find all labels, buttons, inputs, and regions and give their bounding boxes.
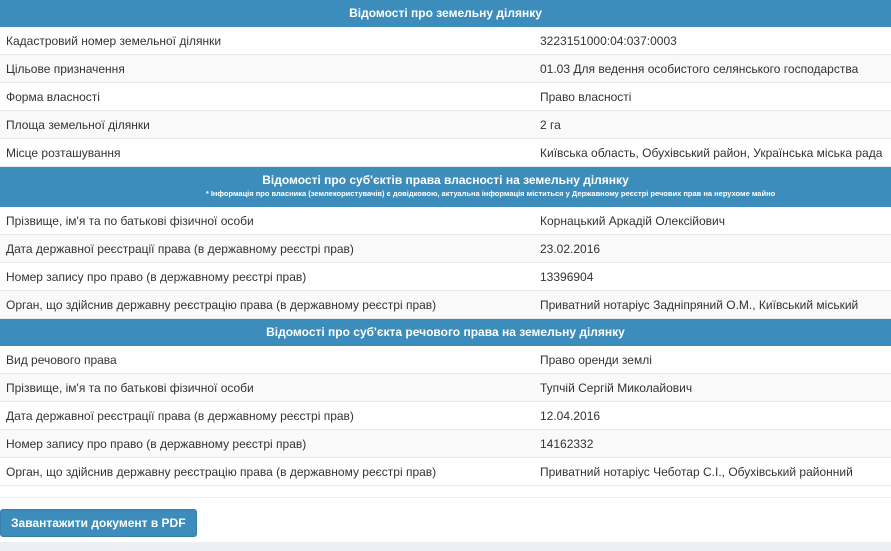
table-row xyxy=(0,27,891,55)
land-plot-header: Відомості про земельну ділянку xyxy=(0,0,891,27)
row-label: Орган, що здійснив державну реєстрацію права (в державному реєстрі прав) xyxy=(6,297,437,312)
table-row xyxy=(0,55,891,83)
row-value: Корнацький Аркадій Олексійович xyxy=(540,213,725,228)
row-value: Тупчій Сергій Миколайович xyxy=(540,380,693,395)
row-label: Цільове призначення xyxy=(6,61,125,76)
row-label: Дата державної реєстрації права (в державному реєстрі прав) xyxy=(6,241,354,256)
row-label: Дата державної реєстрації права (в державному реєстрі прав) xyxy=(6,408,354,423)
rights-header: Відомості про суб'єкта речового права на земельну ділянку xyxy=(0,319,891,346)
row-value: 12.04.2016 xyxy=(540,408,601,423)
rights-section xyxy=(0,319,891,486)
owners-header-title: Відомості про суб'єктів права власності на земельну ділянку xyxy=(262,173,629,187)
row-label: Кадастровий номер земельної ділянки xyxy=(6,33,222,48)
table-row xyxy=(0,291,891,319)
row-value: 13396904 xyxy=(540,269,594,284)
table-row xyxy=(0,263,891,291)
page-bottom-strip xyxy=(0,542,891,551)
row-label: Місце розташування xyxy=(6,145,121,160)
row-label: Номер запису про право (в державному реєстрі прав) xyxy=(6,436,307,451)
table-row xyxy=(0,430,891,458)
table-row xyxy=(0,83,891,111)
row-value: Приватний нотаріус Чеботар С.І., Обухівський районний xyxy=(540,464,853,479)
row-label: Площа земельної ділянки xyxy=(6,117,150,132)
row-value: Право власності xyxy=(540,89,632,104)
owners-header xyxy=(0,167,891,207)
row-label: Форма власності xyxy=(6,89,100,104)
owners-section xyxy=(0,167,891,319)
row-value: 23.02.2016 xyxy=(540,241,601,256)
actions-footer xyxy=(0,497,891,543)
rights-table xyxy=(0,346,891,486)
table-row xyxy=(0,402,891,430)
land-plot-table xyxy=(0,27,891,167)
table-row xyxy=(0,235,891,263)
table-row xyxy=(0,111,891,139)
row-value: 14162332 xyxy=(540,436,594,451)
row-value: 3223151000:04:037:0003 xyxy=(540,33,677,48)
row-label: Орган, що здійснив державну реєстрацію права (в державному реєстрі прав) xyxy=(6,464,437,479)
row-value: 01.03 Для ведення особистого селянського господарства xyxy=(540,61,859,76)
row-value: Київська область, Обухівський район, Українська міська рада xyxy=(540,145,883,160)
row-label: Прізвище, ім'я та по батькові фізичної особи xyxy=(6,213,254,228)
row-value: 2 га xyxy=(540,117,561,132)
row-label: Номер запису про право (в державному реєстрі прав) xyxy=(6,269,307,284)
owners-table xyxy=(0,207,891,319)
table-row xyxy=(0,207,891,235)
row-label: Прізвище, ім'я та по батькові фізичної особи xyxy=(6,380,254,395)
owners-header-note: * Інформація про власника (землекористувачів) є довідковою, актуальна інформація міститься у Державному реєстрі речових прав на нерухоме майно xyxy=(205,189,776,198)
download-pdf-button[interactable]: Завантажити документ в PDF xyxy=(0,509,197,537)
table-row xyxy=(0,458,891,486)
row-label: Вид речового права xyxy=(6,352,117,367)
row-value: Право оренди землі xyxy=(540,352,652,367)
table-row xyxy=(0,139,891,167)
table-row xyxy=(0,374,891,402)
row-value: Приватний нотаріус Задніпряний О.М., Київський міський xyxy=(540,297,859,312)
table-row xyxy=(0,346,891,374)
land-plot-section xyxy=(0,0,891,167)
